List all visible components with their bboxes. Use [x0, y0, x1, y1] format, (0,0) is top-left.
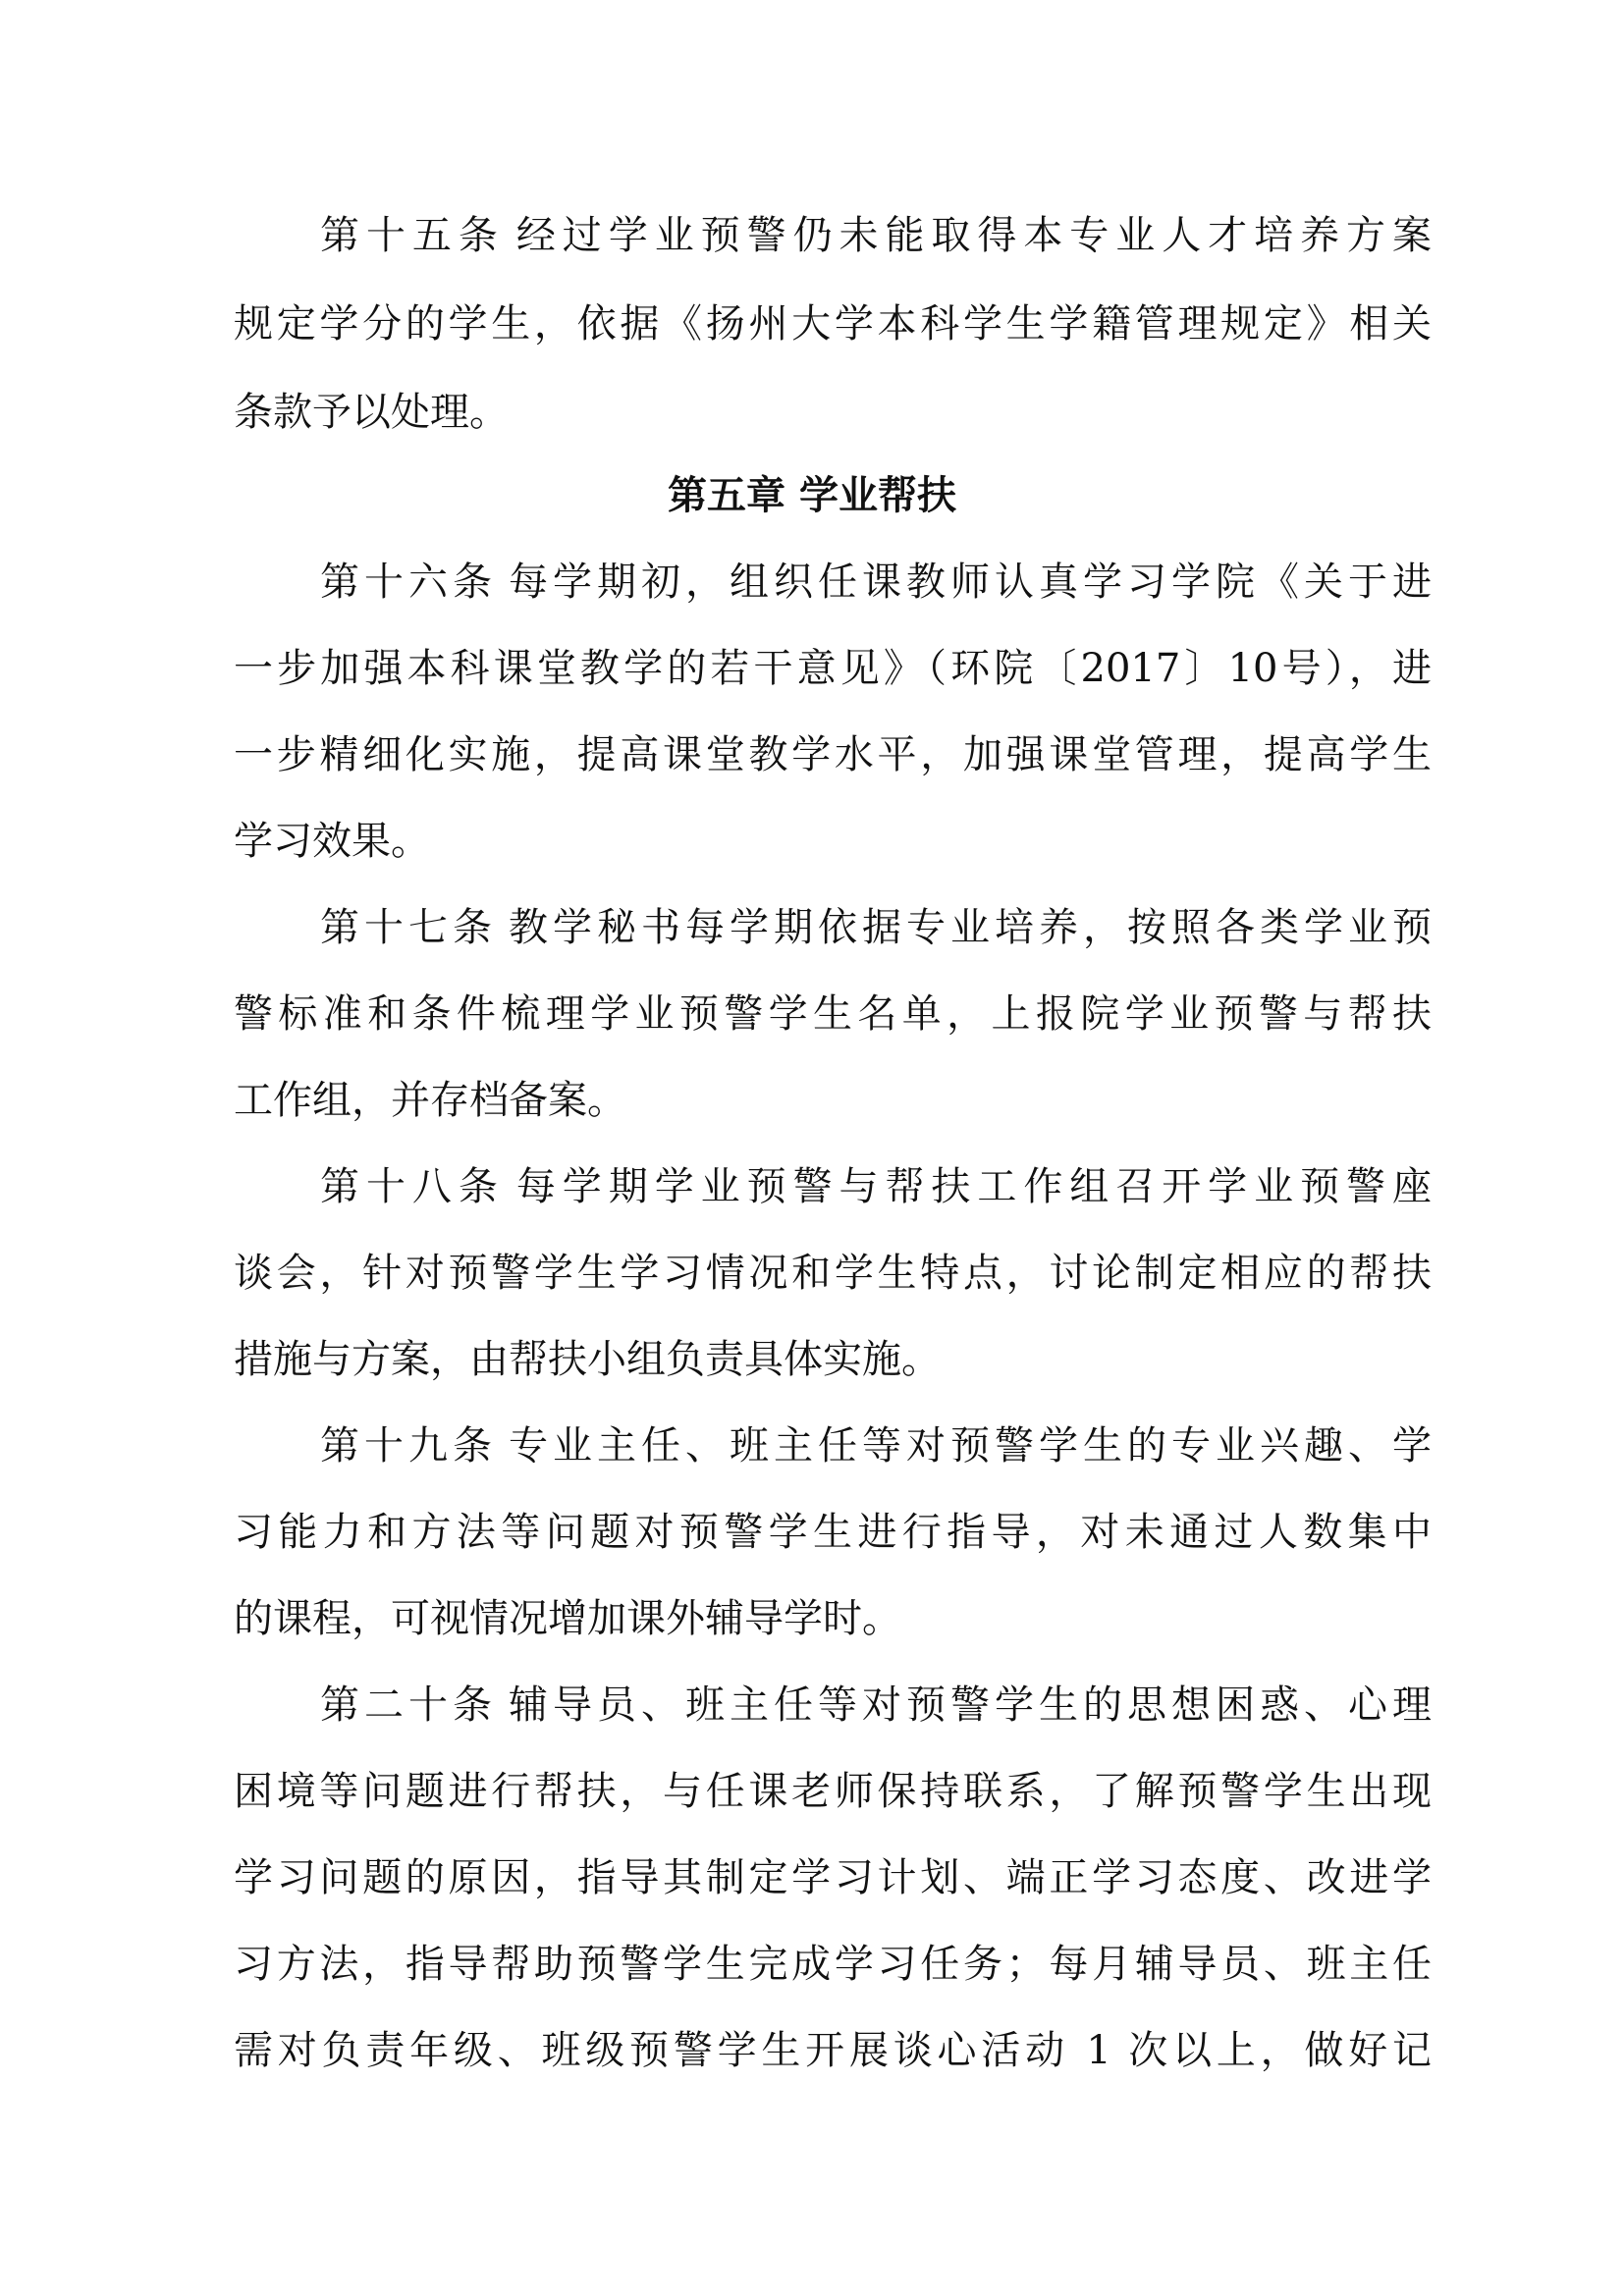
- article-15-line-2: 规定学分的学生，依据《扬州大学本科学生学籍管理规定》相关: [234, 301, 1432, 347]
- article-16-line-3: 一步精细化实施，提高课堂教学水平，加强课堂管理，提高学生: [234, 732, 1432, 777]
- article-19-line-2: 习能力和方法等问题对预警学生进行指导，对未通过人数集中: [234, 1510, 1432, 1555]
- article-20-number: 第二十条: [320, 1682, 497, 1728]
- article-19-line-1: 第十九条 专业主任、班主任等对预警学生的专业兴趣、学: [320, 1423, 1432, 1468]
- chapter-title: 第五章 学业帮扶: [668, 472, 956, 518]
- article-20-line-3: 学习问题的原因，指导其制定学习计划、端正学习态度、改进学: [234, 1855, 1432, 1900]
- article-18-line-1: 第十八条 每学期学业预警与帮扶工作组召开学业预警座: [320, 1164, 1433, 1209]
- article-17-line-3: 工作组，并存档备案。: [234, 1078, 626, 1123]
- article-18-number: 第十八条: [320, 1164, 505, 1209]
- article-18-line-3: 措施与方案，由帮扶小组负责具体实施。: [234, 1337, 941, 1382]
- article-20-line-5: 需对负责年级、班级预警学生开展谈心活动 1 次以上，做好记: [234, 2028, 1432, 2073]
- article-19-number: 第十九条: [320, 1423, 497, 1468]
- article-16-line-4: 学习效果。: [234, 819, 430, 864]
- article-16-number: 第十六条: [320, 560, 497, 605]
- article-15-number: 第十五条: [320, 213, 505, 258]
- article-16-line-2: 一步加强本科课堂教学的若干意见》（环院〔2017〕10号），进: [234, 646, 1432, 691]
- article-20-line-4: 习方法，指导帮助预警学生完成学习任务；每月辅导员、班主任: [234, 1942, 1432, 1987]
- article-19-line-3: 的课程，可视情况增加课外辅导学时。: [234, 1596, 901, 1641]
- article-20-line-2: 困境等问题进行帮扶，与任课老师保持联系，了解预警学生出现: [234, 1769, 1432, 1814]
- article-17-number: 第十七条: [320, 905, 497, 950]
- article-15-line-1: 第十五条 经过学业预警仍未能取得本专业人才培养方案: [320, 213, 1433, 258]
- article-20-line-1: 第二十条 辅导员、班主任等对预警学生的思想困惑、心理: [320, 1682, 1432, 1728]
- article-16-line-1: 第十六条 每学期初，组织任课教师认真学习学院《关于进: [320, 560, 1432, 605]
- article-17-line-1: 第十七条 教学秘书每学期依据专业培养，按照各类学业预: [320, 905, 1432, 950]
- article-15-line-3: 条款予以处理。: [234, 390, 509, 435]
- article-17-line-2: 警标准和条件梳理学业预警学生名单，上报院学业预警与帮扶: [234, 991, 1432, 1037]
- article-18-line-2: 谈会，针对预警学生学习情况和学生特点，讨论制定相应的帮扶: [234, 1251, 1432, 1296]
